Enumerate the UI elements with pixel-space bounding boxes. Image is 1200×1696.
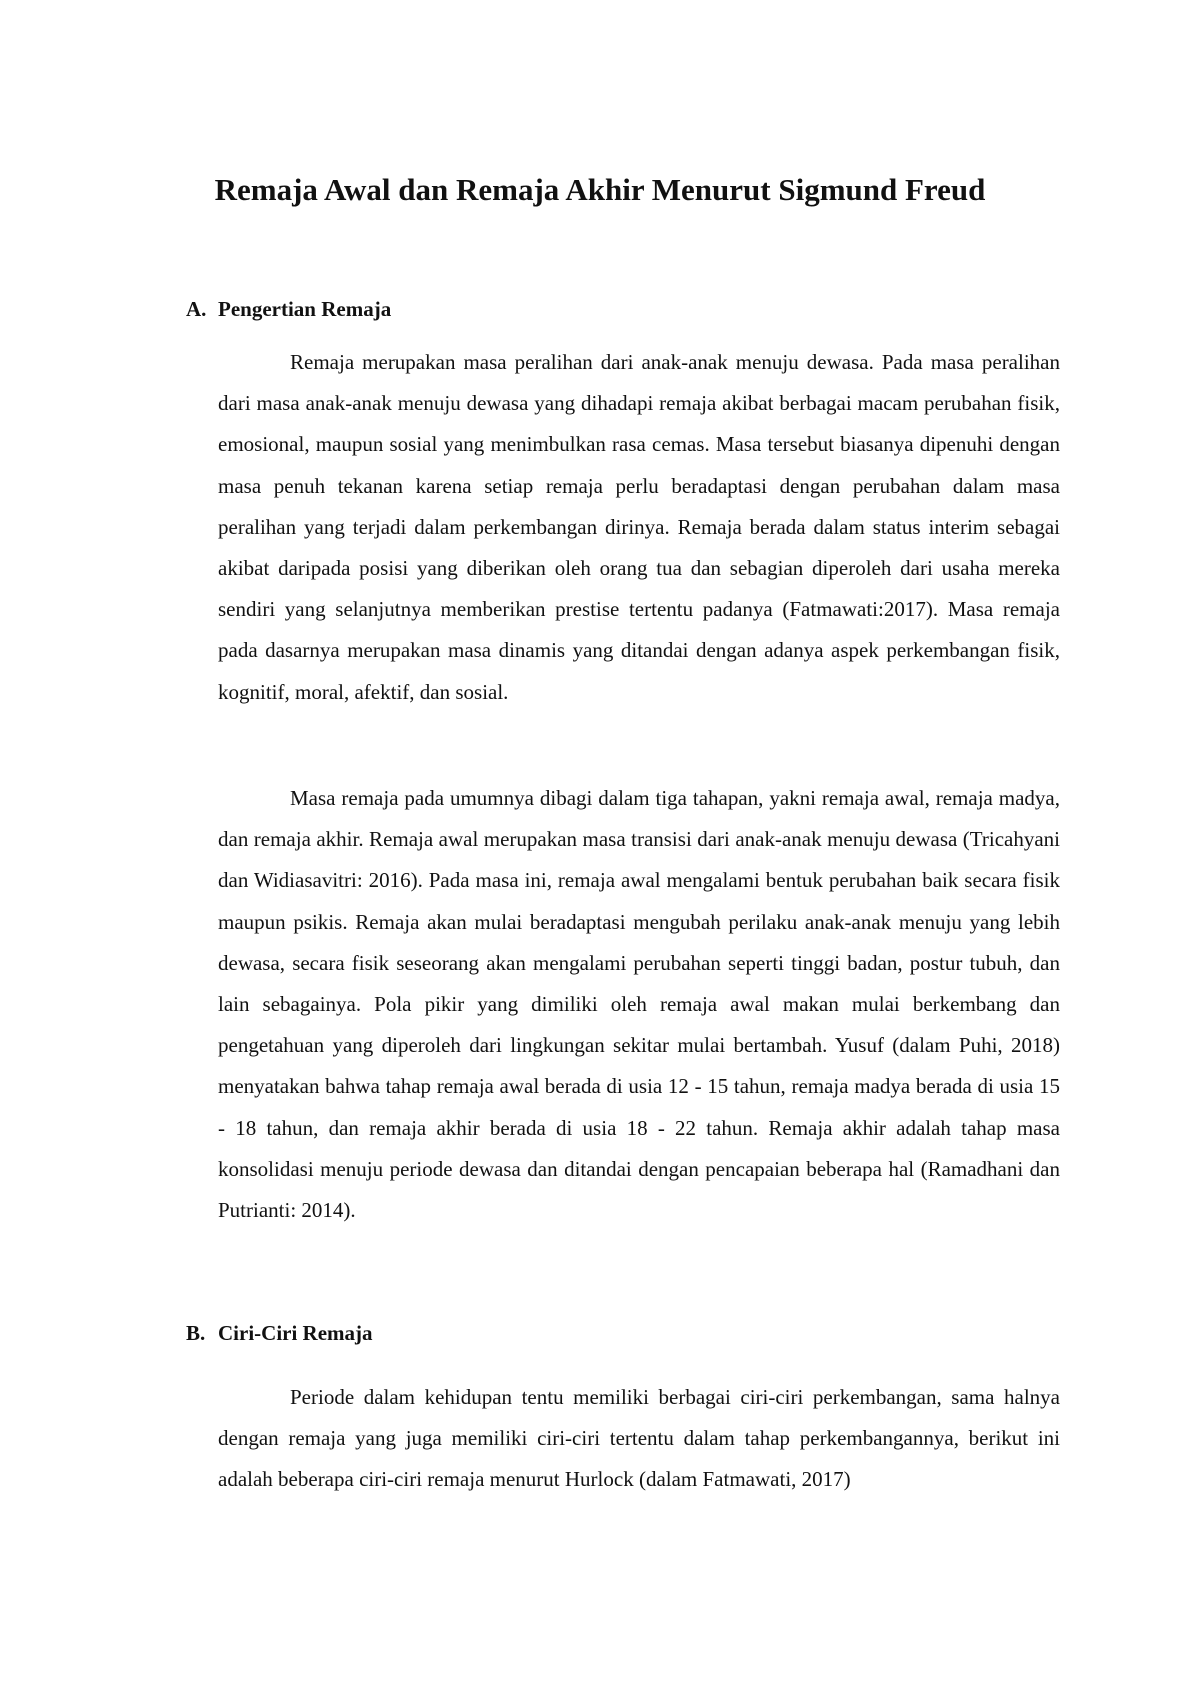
section-letter: B. — [186, 1321, 206, 1345]
paragraph-pengertian-2: Masa remaja pada umumnya dibagi dalam tiga tahapan, yakni remaja awal, remaja madya, dan remaja akhir. Remaja awal merupakan masa transisi dari anak-anak menuju dewasa (Tricahyani dan Widiasavitri: 2016). Pada masa ini, remaja awal mengalami bentuk perubahan baik secara fisik maupun psikis. Remaja akan mulai beradaptasi mengubah perilaku anak-anak menuju yang lebih dewasa, secara fisik seseorang akan mengalami perubahan seperti tinggi badan, postur tubuh, dan lain sebagainya. Pola pikir yang dimiliki oleh remaja awal makan mulai berkembang dan pengetahuan yang diperoleh dari lingkungan sekitar mulai bertambah. Yusuf (dalam Puhi, 2018) menyatakan bahwa tahap remaja awal berada di usia 12 - 15 tahun, remaja madya berada di usia 15 - 18 tahun, dan remaja akhir berada di usia 18 - 22 tahun. Remaja akhir adalah tahap masa konsolidasi menuju periode dewasa dan ditandai dengan pencapaian beberapa hal (Ramadhani dan Putrianti: 2014). — [218, 786, 1060, 1223]
paragraph-pengertian-1: Remaja merupakan masa peralihan dari anak-anak menuju dewasa. Pada masa peralihan dari masa anak-anak menuju dewasa yang dihadapi remaja akibat berbagai macam perubahan fisik, emosional, maupun sosial yang menimbulkan rasa cemas. Masa tersebut biasanya dipenuhi dengan masa penuh tekanan karena setiap remaja perlu beradaptasi dengan perubahan dalam masa peralihan yang terjadi dalam perkembangan dirinya. Remaja berada dalam status interim sebagai akibat daripada posisi yang diberikan oleh orang tua dan sebagian diperoleh dari usaha mereka sendiri yang selanjutnya memberikan prestise tertentu padanya (Fatmawati:2017). Masa remaja pada dasarnya merupakan masa dinamis yang ditandai dengan adanya aspek perkembangan fisik, kognitif, moral, afektif, dan sosial. — [218, 350, 1060, 704]
section-heading-ciri-ciri — [186, 1318, 373, 1348]
document-title: Remaja Awal dan Remaja Akhir Menurut Sigmund Freud — [214, 172, 986, 207]
section-heading-pengertian — [186, 294, 391, 324]
section-heading-text: Pengertian Remaja — [218, 297, 392, 321]
section-heading-text: Ciri-Ciri Remaja — [218, 1321, 373, 1345]
paragraph-ciri-ciri-1: Periode dalam kehidupan tentu memiliki berbagai ciri-ciri perkembangan, sama halnya dengan remaja yang juga memiliki ciri-ciri tertentu dalam tahap perkembangannya, berikut ini adalah beberapa ciri-ciri remaja menurut Hurlock (dalam Fatmawati, 2017) — [218, 1385, 1060, 1492]
section-letter: A. — [186, 297, 207, 321]
